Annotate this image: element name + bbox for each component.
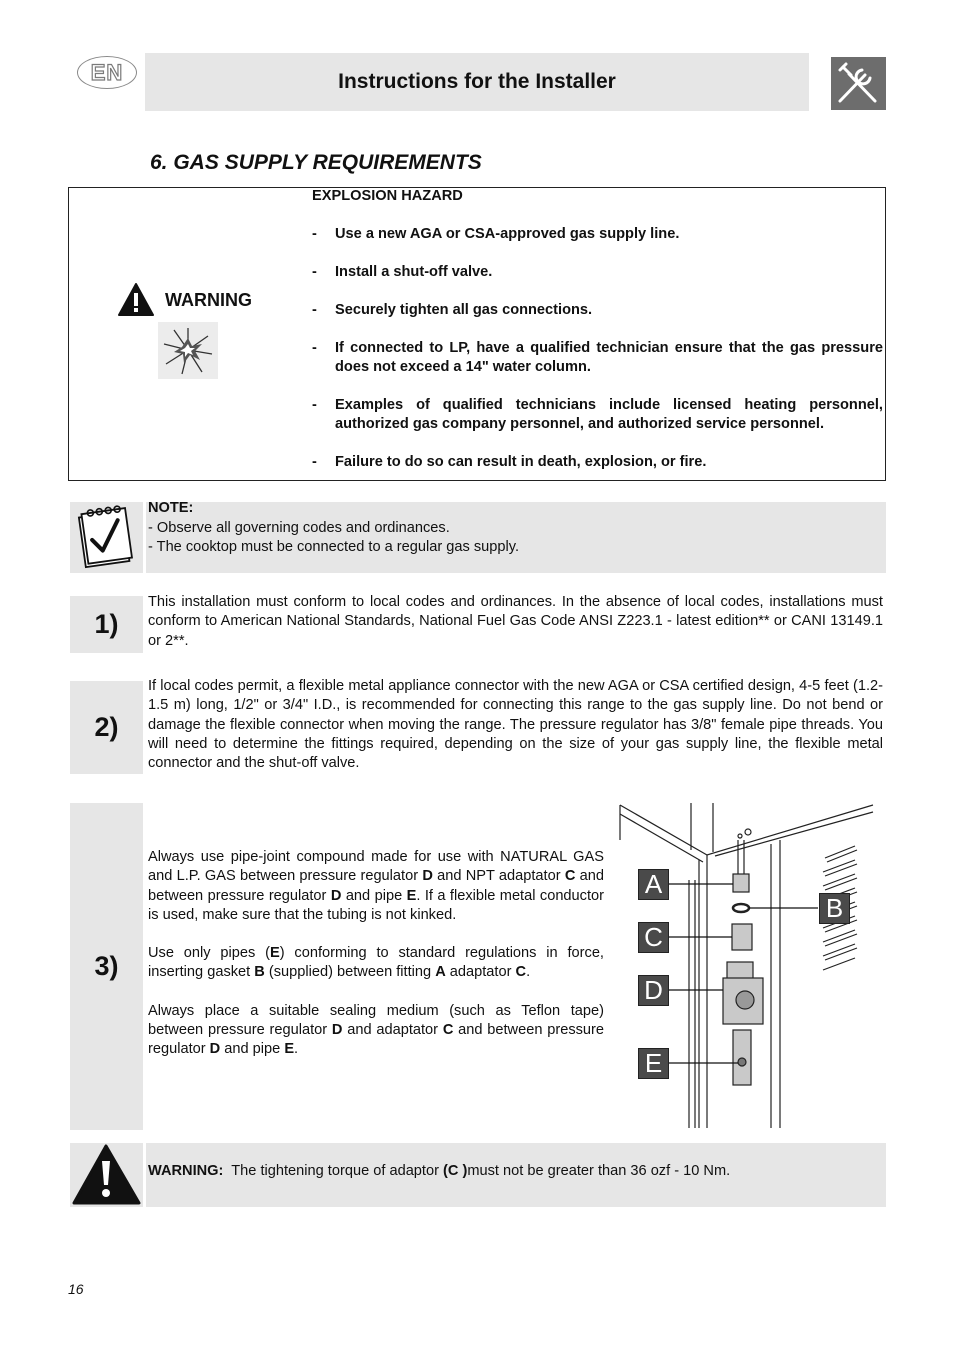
step-3-paragraph: Use only pipes (E) conforming to standard regulations in force, inserting gasket B (supplied) between fitting A adaptator C. <box>148 945 604 981</box>
explosion-icon <box>158 322 218 379</box>
note-line: - Observe all governing codes and ordinances. <box>148 519 450 536</box>
note-line: - The cooktop must be connected to a regular gas supply. <box>148 539 520 555</box>
section-title: 6. GAS SUPPLY REQUIREMENTS <box>150 151 482 174</box>
diagram-label-e: E <box>638 1048 669 1079</box>
header-bar <box>145 53 809 111</box>
step-3-paragraph: Always use pipe-joint compound made for use with NATURAL GAS and L.P. GAS between pressure regulator D and NPT adaptator C and between pressure regulator D and pipe E. If a flexible metal conductor is used, make sure that the tubing is not kinked. <box>148 849 604 923</box>
torque-warning-icon-panel <box>70 1143 143 1207</box>
step-1-number: 1) <box>70 596 143 653</box>
warning-item: - Securely tighten all gas connections. <box>312 302 593 318</box>
diagram-label-d: D <box>638 975 669 1006</box>
page-number: 16 <box>68 1281 84 1297</box>
note-heading: NOTE: <box>148 500 194 516</box>
exclamation-triangle-icon <box>70 1143 143 1207</box>
diagram-label-a: A <box>638 869 669 900</box>
diagram-label-c: C <box>638 922 669 953</box>
step-2-number: 2) <box>70 681 143 774</box>
step-3-text <box>148 848 604 1060</box>
warning-item: - Failure to do so can result in death, explosion, or fire. <box>312 454 707 470</box>
page-header-title: Instructions for the Installer <box>338 70 616 93</box>
torque-warning-text: WARNING: The tightening torque of adaptor (C )must not be greater than 36 ozf - 10 Nm. <box>148 1163 731 1179</box>
notepad-check-icon <box>70 502 143 573</box>
diagram-label-b: B <box>819 893 850 924</box>
step-1-text: This installation must conform to local codes and ordinances. In the absence of local codes, installations must conform to American National Standards, National Fuel Gas Code ANSI Z223.1 - latest edition** or CANI 13149.1 or 2**. <box>148 594 883 649</box>
warning-item: - Use a new AGA or CSA-approved gas supply line. <box>312 226 680 242</box>
tools-icon <box>831 57 886 110</box>
step-3-number: 3) <box>70 803 143 1130</box>
warning-label: WARNING <box>165 290 252 310</box>
warning-triangle-icon <box>117 282 155 322</box>
step-2-text: If local codes permit, a flexible metal appliance connector with the new AGA or CSA certified design, 4-5 feet (1.2-1.5 m) long, 1/2" or 3/4" I.D., is recommended for connecting this range to the gas supply line. Do not bend or damage the flexible connector when moving the range. The pressure regulator has 3/8" female pipe threads. You will need to determine the fittings required, depending on the size of your gas supply line, the flexible metal connector and the shut-off valve. <box>148 678 883 772</box>
language-badge: EN <box>77 56 137 89</box>
note-icon-panel <box>70 502 143 573</box>
warning-item: - Install a shut-off valve. <box>312 264 493 280</box>
warning-item: - If connected to LP, have a qualified technician ensure that the gas pressure does not exceed a 14" water column. <box>312 340 883 375</box>
warning-content <box>312 187 883 472</box>
warning-item: - Examples of qualified technicians include licensed heating personnel, authorized gas company personnel, and authorized service personnel. <box>312 397 883 432</box>
step-3-paragraph: Always place a suitable sealing medium (such as Teflon tape) between pressure regulator D and adaptator C and between pressure regulator D and pipe E. <box>148 1002 605 1058</box>
note-block <box>148 499 519 558</box>
explosion-hazard-heading: EXPLOSION HAZARD <box>312 188 463 204</box>
